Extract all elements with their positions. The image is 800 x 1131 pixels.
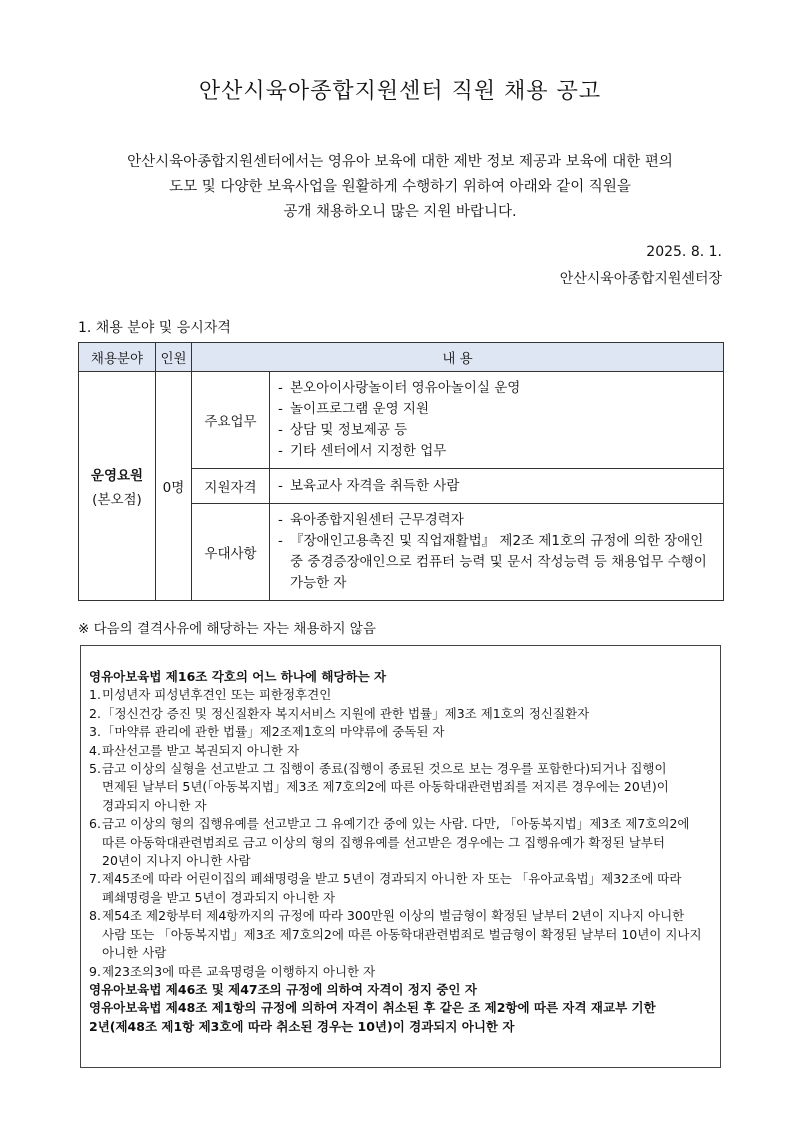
- item-number: 3.: [89, 724, 101, 740]
- item-text: 금고 이상의 형의 집행유예를 선고받고 그 유예기간 중에 있는 사람. 다만, 「아동복지법」제3조 제7호의2에: [102, 816, 690, 832]
- issuer: 안산시육아종합지원센터장: [559, 271, 722, 287]
- item-number: 1.: [89, 687, 101, 703]
- header-field: 채용분야: [79, 343, 156, 372]
- disqualification-box: [80, 645, 721, 1068]
- field-cell: [79, 372, 156, 601]
- item-text: 폐쇄명령을 받고 5년이 경과되지 아니한 자: [102, 889, 336, 905]
- table-header-row: [79, 343, 724, 372]
- item-text: 미성년자 피성년후견인 또는 피한정후견인: [102, 687, 332, 703]
- list-item: [89, 815, 714, 870]
- box-heading: 영유아보육법 제46조 및 제47조의 규정에 의하여 자격이 정지 중인 자: [89, 981, 477, 997]
- row-content: [270, 469, 724, 504]
- row-label: 주요업무: [192, 372, 270, 469]
- count-cell: 0명: [156, 372, 192, 601]
- item-text: 경과되지 아니한 자: [102, 797, 207, 813]
- box-heading: 2년(제48조 제1항 제3호에 따라 취소된 경우는 10년)이 경과되지 아니한 자: [89, 1018, 515, 1034]
- item-number: 9.: [89, 963, 101, 979]
- intro-line: 도모 및 다양한 보육사업을 원활하게 수행하기 위하여 아래와 같이 직원을: [169, 179, 631, 195]
- item-number: 8.: [89, 908, 101, 924]
- list-item: - 본오아이사랑놀이터 영유아놀이실 운영: [278, 378, 715, 399]
- item-text: 따른 아동학대관련범죄로 금고 이상의 형의 집행유예를 선고받은 경우에는 그 집행유예가 확정된 날부터: [102, 834, 665, 850]
- page-title: 안산시육아종합지원센터 직원 채용 공고: [198, 79, 602, 104]
- header-count: 인원: [156, 343, 192, 372]
- row-label: 우대사항: [192, 504, 270, 601]
- section-title: 1. 채용 분야 및 응시자격: [78, 320, 231, 336]
- item-text: 「정신건강 증진 및 정신질환자 복지서비스 지원에 관한 법률」제3조 제1호의 정신질환자: [102, 705, 590, 721]
- table-row: [79, 372, 724, 469]
- item-text: 아니한 사람: [102, 945, 167, 961]
- box-heading: 영유아보육법 제16조 각호의 어느 하나에 해당하는 자: [89, 669, 387, 684]
- recruitment-table: [78, 342, 724, 601]
- field-name: 운영요원: [90, 468, 144, 484]
- disqualification-note: ※ 다음의 결격사유에 해당하는 자는 채용하지 않음: [78, 621, 376, 637]
- intro-line: 안산시육아종합지원센터에서는 영유아 보육에 대한 제반 정보 제공과 보육에 대한 편의: [127, 154, 673, 170]
- item-number: 6.: [89, 816, 101, 832]
- announcement-date: 2025. 8. 1.: [646, 244, 722, 260]
- list-item: [89, 963, 714, 981]
- header-content: 내 용: [192, 343, 724, 372]
- item-text: 금고 이상의 실형을 선고받고 그 집행이 종료(집행이 종료된 것으로 보는 경우를 포함한다)되거나 집행이: [102, 761, 667, 777]
- list-item: [89, 705, 714, 723]
- list-item: - 육아종합지원센터 근무경력자: [278, 510, 715, 531]
- list-item: [89, 723, 714, 741]
- list-item: [89, 760, 714, 815]
- list-item: [89, 907, 714, 962]
- item-text: 제23조의3에 따른 교육명령을 이행하지 아니한 자: [102, 963, 376, 979]
- field-branch: (본오점): [92, 492, 142, 508]
- list-item: - 보육교사 자격을 취득한 사람: [278, 476, 715, 497]
- item-text: 20년이 지나지 아니한 사람: [102, 853, 251, 869]
- list-item: - 『장애인고용촉진 및 직업재활법』 제2조 제1호의 규정에 의한 장애인 중 중경증장애인으로 컴퓨터 능력 및 문서 작성능력 등 채용업무 수행이 가능한 자: [278, 531, 715, 594]
- list-item: - 놀이프로그램 운영 지원: [278, 399, 715, 420]
- list-item: [89, 686, 714, 704]
- row-label: 지원자격: [192, 469, 270, 504]
- item-number: 7.: [89, 871, 101, 887]
- box-heading: 영유아보육법 제48조 제1항의 규정에 의하여 자격이 취소된 후 같은 조 제2항에 따른 자격 재교부 기한: [89, 1000, 656, 1016]
- item-text: 파산선고를 받고 복권되지 아니한 자: [102, 742, 300, 758]
- row-content: [270, 504, 724, 601]
- item-text: 「마약류 관리에 관한 법률」제2조제1호의 마약류에 중독된 자: [102, 724, 445, 740]
- item-text: 면제된 날부터 5년(「아동복지법」제3조 제7호의2에 따른 아동학대관련범죄를 저지른 경우에는 20년)이: [102, 779, 669, 795]
- row-content: [270, 372, 724, 469]
- item-number: 2.: [89, 705, 101, 721]
- intro-paragraph: [60, 150, 740, 225]
- list-item: - 상담 및 정보제공 등: [278, 420, 715, 441]
- list-item: [89, 742, 714, 760]
- item-number: 4.: [89, 742, 101, 758]
- list-item: [89, 870, 714, 907]
- item-text: 제54조 제2항부터 제4항까지의 규정에 따라 300만원 이상의 벌금형이 확정된 날부터 2년이 지나지 아니한: [102, 908, 685, 924]
- item-number: 5.: [89, 761, 101, 777]
- item-text: 제45조에 따라 어린이집의 폐쇄명령을 받고 5년이 경과되지 아니한 자 또는 「유아교육법」제32조에 따라: [102, 871, 682, 887]
- intro-line: 공개 채용하오니 많은 지원 바랍니다.: [283, 204, 517, 220]
- item-text: 사람 또는 「아동복지법」제3조 제7호의2에 따른 아동학대관련범죄로 벌금형이 확정된 날부터 10년이 지나지: [102, 926, 702, 942]
- list-item: - 기타 센터에서 지정한 업무: [278, 441, 715, 462]
